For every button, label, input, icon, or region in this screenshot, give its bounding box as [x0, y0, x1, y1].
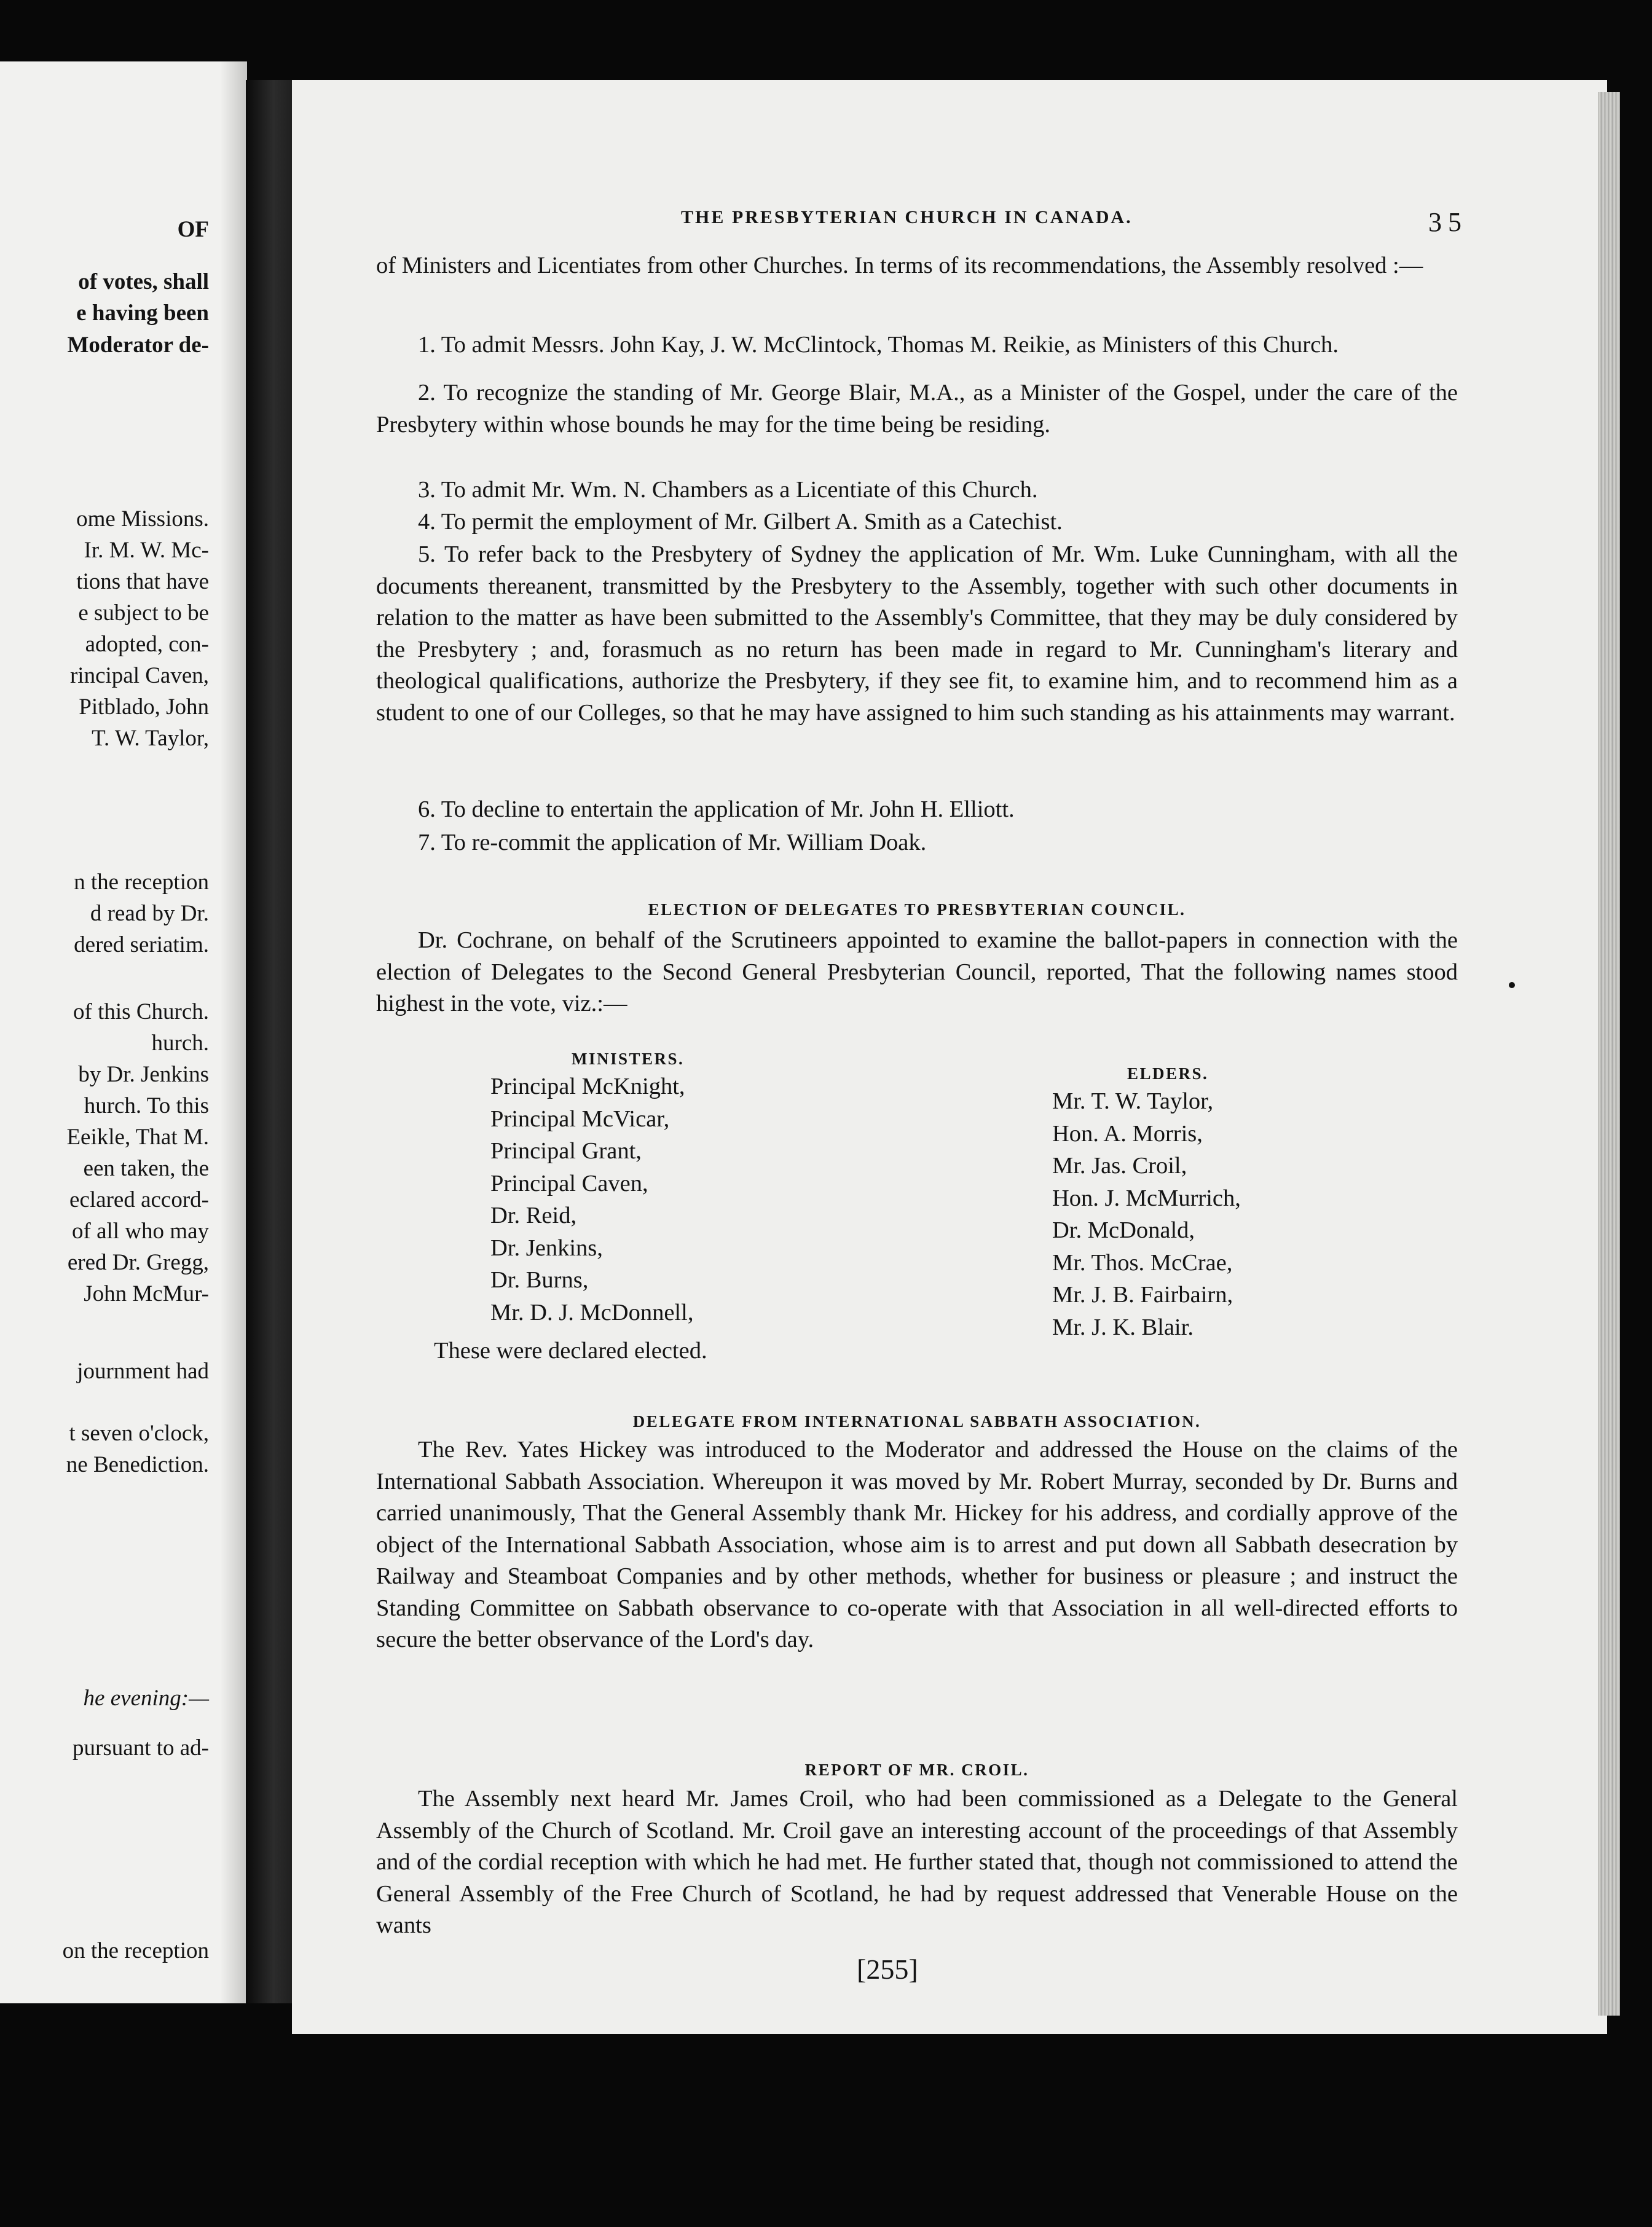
left-page-line: n the reception [74, 870, 209, 895]
minister-name: Principal Caven, [490, 1170, 648, 1196]
ink-speck [1509, 982, 1515, 988]
elders-heading: ELDERS. [1127, 1064, 1209, 1083]
sabbath-heading: DELEGATE FROM INTERNATIONAL SABBATH ASSOCIATION. [632, 1412, 1202, 1431]
left-page-line: een taken, the [83, 1156, 209, 1181]
elder-name: Hon. J. McMurrich, [1052, 1185, 1241, 1211]
left-page-line: he evening:— [83, 1686, 209, 1711]
resolution-1: 1. To admit Messrs. John Kay, J. W. McClintock, Thomas M. Reikie, as Ministers of this Church. [418, 332, 1339, 358]
left-page-line: eclared accord- [69, 1187, 209, 1212]
left-page-line: ered Dr. Gregg, [67, 1250, 209, 1275]
election-closing: These were declared elected. [434, 1338, 707, 1364]
resolution-6: 6. To decline to entertain the application of Mr. John H. Elliott. [418, 796, 1015, 822]
minister-name: Principal McKnight, [490, 1074, 685, 1099]
minister-name: Dr. Reid, [490, 1203, 577, 1228]
left-page-line: tions that have [76, 569, 209, 594]
minister-name: Mr. D. J. McDonnell, [490, 1299, 694, 1326]
left-page-line: rincipal Caven, [69, 663, 209, 688]
elder-name: Mr. J. B. Fairbairn, [1052, 1282, 1233, 1308]
resolution-4: 4. To permit the employment of Mr. Gilbert A. Smith as a Catechist. [418, 509, 1063, 535]
left-page-gutter-shadow [220, 61, 247, 2003]
left-page-line: of votes, shall [78, 269, 209, 294]
running-header: THE PRESBYTERIAN CHURCH IN CANADA. [681, 207, 1133, 227]
ministers-list [490, 1070, 693, 1329]
main-page [292, 80, 1607, 2034]
elders-list [1052, 1085, 1241, 1343]
page-edge-stack [1598, 92, 1620, 2016]
left-page-line: John McMur- [84, 1281, 209, 1306]
resolution-7: 7. To re-commit the application of Mr. William Doak. [418, 830, 927, 855]
resolution-2: 2. To recognize the standing of Mr. George Blair, M.A., as a Minister of the Gospel, under the care of the Presbytery within whose bounds he may for the time being be residing. [376, 380, 1458, 438]
minister-name: Dr. Burns, [490, 1267, 589, 1293]
sabbath-paragraph: The Rev. Yates Hickey was introduced to the Moderator and addressed the House on the claims of the International Sabbath Association. Whereupon it was moved by Mr. Robert Murray, seconded by Dr. Burns and carried unanimously, That the General Assembly thank Mr. Hickey for his address, and cordially approve of the object of the International Sabbath Association, whose aim is to arrest and put down all Sabbath desecration by Railway and Steamboat Companies and by other methods, whether for business or pleasure ; and instruct the Standing Committee on Sabbath observance to co-operate with that Association in all well-directed efforts to secure the better observance of the Lord's day. [376, 1437, 1458, 1652]
left-page-line: of all who may [72, 1219, 209, 1244]
croil-paragraph: The Assembly next heard Mr. James Croil, who had been commissioned as a Delegate to the General Assembly of the Church of Scotland. Mr. Croil gave an interesting account of the proceedings of that Assembly and of the cordial reception with which he had met. He further stated that, though not commissioned to attend the General Assembly of the Free Church of Scotland, he had by request addressed that Venerable House on the wants [376, 1786, 1458, 1938]
left-page-line: adopted, con- [85, 632, 209, 657]
left-page-line: Pitblado, John [79, 694, 209, 720]
page-folio: [255] [857, 1954, 918, 1985]
left-page-line: T. W. Taylor, [92, 726, 209, 751]
elder-name: Mr. Thos. McCrae, [1052, 1249, 1233, 1276]
left-page-line: journment had [77, 1359, 209, 1384]
left-page-line: hurch. To this [84, 1093, 209, 1118]
election-heading: ELECTION OF DELEGATES TO PRESBYTERIAN COUNCIL. [648, 900, 1186, 919]
left-page-line: OF [177, 217, 209, 242]
left-page-line: ome Missions. [76, 506, 209, 532]
resolution-3: 3. To admit Mr. Wm. N. Chambers as a Licentiate of this Church. [418, 477, 1038, 503]
minister-name: Dr. Jenkins, [490, 1235, 603, 1261]
minister-name: Principal Grant, [490, 1138, 642, 1164]
resolution-5: 5. To refer back to the Presbytery of Sydney the application of Mr. Wm. Luke Cunningham, with all the documents thereanent, transmitted by the Presbytery to the Assembly, together with such other documents in relation to the matter as have been submitted to the Assembly's Committee, that they may be duly considered by the Presbytery ; and, forasmuch as no return has been made in regard to Mr. Cunningham's literary and theological qualifications, authorize the Presbytery, if they see fit, to examine him, and to recommend him as a student to one of our Colleges, so that he may have assigned to him such standing as his attainments may warrant. [376, 541, 1458, 726]
left-facing-page [0, 61, 247, 2003]
croil-heading: REPORT OF MR. CROIL. [804, 1761, 1029, 1779]
elder-name: Dr. McDonald, [1052, 1217, 1195, 1243]
left-page-line: d read by Dr. [90, 901, 209, 926]
left-page-line: Ir. M. W. Mc- [84, 538, 209, 563]
elder-name: Hon. A. Morris, [1052, 1120, 1203, 1147]
left-page-line: Eeikle, That M. [66, 1125, 209, 1150]
left-page-line: of this Church. [73, 999, 209, 1024]
left-page-line: t seven o'clock, [69, 1421, 209, 1446]
left-page-line: hurch. [151, 1031, 209, 1056]
left-page-line: e subject to be [78, 600, 209, 626]
left-page-line: on the reception [62, 1938, 209, 1963]
elder-name: Mr. J. K. Blair. [1052, 1314, 1194, 1340]
left-page-line: by Dr. Jenkins [78, 1062, 209, 1087]
intro-paragraph: of Ministers and Licentiates from other Churches. In terms of its recommendations, the Assembly resolved :— [376, 253, 1423, 278]
minister-name: Principal McVicar, [490, 1106, 670, 1132]
election-paragraph: Dr. Cochrane, on behalf of the Scrutineers appointed to examine the ballot-papers in connection with the election of Delegates to the Second General Presbyterian Council, reported, That the following names stood highest in the vote, viz.:— [376, 927, 1458, 1016]
left-page-line: e having been [76, 300, 209, 326]
ministers-heading: MINISTERS. [572, 1050, 685, 1068]
left-page-line: dered seriatim. [74, 932, 209, 957]
left-page-line: Moderator de- [67, 332, 209, 358]
elder-name: Mr. Jas. Croil, [1052, 1153, 1187, 1179]
elder-name: Mr. T. W. Taylor, [1052, 1088, 1214, 1114]
left-page-line: pursuant to ad- [73, 1735, 209, 1761]
left-page-line: ne Benediction. [66, 1452, 209, 1477]
page-number: 35 [1428, 207, 1468, 237]
